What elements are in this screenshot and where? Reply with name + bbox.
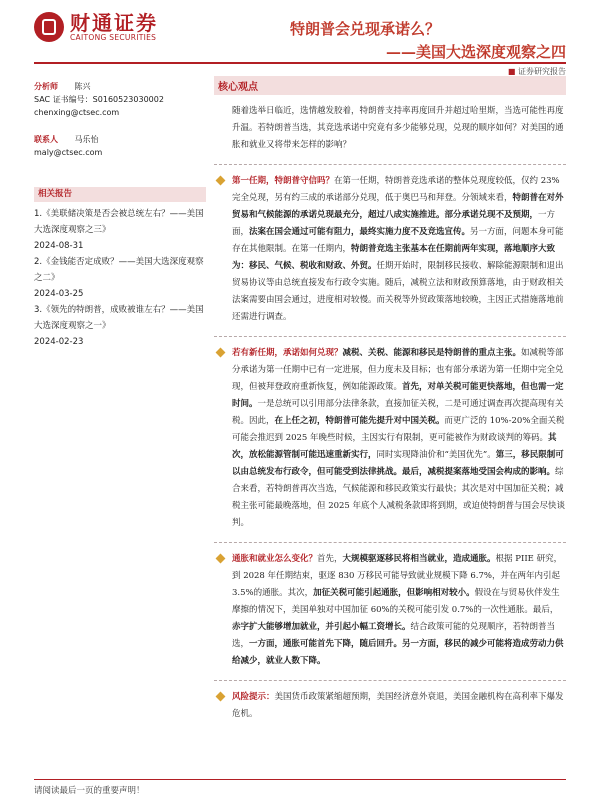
analyst-email[interactable]: chenxing@ctsec.com <box>34 108 120 117</box>
contact-email[interactable]: maly@ctsec.com <box>34 148 103 157</box>
paragraph-segment: 第三，移民限制可以由总统发布行政令，但可能受到法律挑战。最后，减税提案落地受国会构成的影响。 <box>232 450 564 477</box>
analyst-cert: SAC 证书编号：S0160523030002 <box>34 95 164 104</box>
brand-name-en: CAITONG SECURITIES <box>70 32 157 42</box>
bullet-diamond-icon <box>216 348 226 358</box>
paragraph-segment: 减税、关税、能源和移民是特朗普的重点主张。 <box>342 348 522 358</box>
related-report-item[interactable] <box>34 206 206 254</box>
paragraph-lead: 风险提示： <box>232 692 275 702</box>
paragraph-segment: 其次，放松能源管制可能迅速重新实行， <box>232 433 557 460</box>
report-title: 特朗普会兑现承诺么？ <box>290 20 441 38</box>
paragraph-segment: 同时实现降油价和“美国优先”。 <box>376 450 496 460</box>
bullet-diamond-icon <box>216 554 226 564</box>
related-reports-heading: 相关报告 <box>34 187 206 202</box>
related-report-title[interactable]: 3.《领先的特朗普，成败被谁左右？——美国大选深度观察之一》 <box>34 305 204 331</box>
paragraph-segment: 首先，对单关税可能更快落地，但也需一定时间。 <box>232 382 564 409</box>
analyst-role: 分析师 <box>34 82 58 91</box>
core-view-heading: 核心观点 <box>214 76 566 95</box>
related-report-item[interactable] <box>34 302 206 350</box>
main-content <box>214 76 566 723</box>
paragraph-segment: 特朗普竞选主张基本在任期前两年实现，落地顺序大致为：移民、气候、税收和财政、外贸。 <box>232 244 556 271</box>
section-divider <box>214 542 566 543</box>
paragraph-segment: 赤字扩大能够增加就业，并引起小幅工资增长。 <box>232 622 411 632</box>
paragraph-lead: 若有新任期，承诺如何兑现？ <box>232 348 343 358</box>
paragraph-segment: 一方面，通胀可能首先下降，随后回升。另一方面，移民的减少可能将造成劳动力供给减少，就业人数下降。 <box>232 639 564 666</box>
related-reports-list <box>34 206 206 350</box>
report-type: ■ 证券研究报告 <box>508 66 566 77</box>
section-divider <box>214 680 566 681</box>
report-subtitle: ——美国大选深度观察之四 <box>385 43 566 61</box>
paragraph-lead: 第一任期，特朗普守信吗？ <box>232 176 335 186</box>
contact-name: 马乐怡 <box>74 135 99 144</box>
analyst-block <box>34 80 206 119</box>
paragraph-segment: 特朗普在对外贸易和气候能源的承诺兑现最充分，超过八成实施推进。部分承诺兑现不及预期， <box>232 193 564 220</box>
analyst-name: 陈兴 <box>74 82 91 91</box>
paragraph-segment: 美国货币政策紧缩超预期，美国经济意外衰退，美国金融机构在高利率下爆发危机。 <box>232 692 564 719</box>
related-report-date: 2024-02-23 <box>34 337 84 347</box>
paragraph-inflation-jobs <box>214 551 566 670</box>
section-divider <box>214 336 566 337</box>
paragraph-segment: 加征关税可能引起通胀，但影响相对较小。 <box>313 588 475 598</box>
bullet-diamond-icon <box>216 692 226 702</box>
paragraph-lead: 通胀和就业怎么变化？ <box>232 554 318 564</box>
paragraph-segment: 结合政策可能的兑现顺序，若特朗普当选， <box>232 622 556 649</box>
paragraph-segment: 如减税等部分承诺为第一任期中已有一定进展，但力度未及目标；也有部分承诺为第一任期中完全兑现，但被拜登政府重新恢复，例如能源政策。 <box>232 348 564 392</box>
paragraph-segment: 首先， <box>317 554 343 564</box>
brand-logo <box>34 10 184 44</box>
logo-icon <box>34 12 64 42</box>
paragraph-segment: 综合来看，若特朗普再次当选，气候能源和移民政策实行最快；其次是对中国加征关税；减税主张可能最晚落地，但 2025 年底个人减税条款即将到期，或迫使特朗普与国会尽快谈判。 <box>232 467 566 528</box>
contact-role: 联系人 <box>34 135 58 144</box>
intro-paragraph: 随着选举日临近，选情越发胶着，特朗普支持率再度回升并超过哈里斯，当选可能性再度升温。若特朗普当选，其竞选承诺中究竟有多少能够兑现，兑现的顺序如何？对美国的通胀和就业又将带来怎样的影响？ <box>232 106 564 150</box>
related-report-date: 2024-08-31 <box>34 241 84 251</box>
footer-divider <box>34 779 566 780</box>
related-report-item[interactable] <box>34 254 206 302</box>
paragraph-segment: 一方面， <box>232 210 556 237</box>
related-report-date: 2024-03-25 <box>34 289 84 299</box>
footer-disclaimer: 请阅读最后一页的重要声明！ <box>34 786 145 796</box>
section-divider <box>214 164 566 165</box>
paragraph-segment: 假设在与贸易伙伴发生摩擦的情况下，美国单独对中国加征 60%的关税可能引发 0.7%的一次性通胀。最后， <box>232 588 560 615</box>
paragraph-segment: 另一方面，问题本身可能存在其他限制。在第一任期内， <box>232 227 564 254</box>
paragraph-segment: 在第一任期，特朗普竞选承诺的整体兑现度较低，仅约 23%完全兑现，另有约三成的承诺部分兑现，低于奥巴马和拜登。分领域来看， <box>232 176 560 203</box>
brand-name-cn: 财通证券 <box>70 10 158 35</box>
related-report-title[interactable]: 1.《美联储决策是否会被总统左右？——美国大选深度观察之三》 <box>34 209 204 235</box>
paragraph-segment: 法案在国会通过可能有阻力，最终实施力度不及竞选宣传。 <box>249 227 471 237</box>
header-divider <box>34 62 566 64</box>
paragraph-segment: 在上任之初，特朗普可能先提升对中国关税。 <box>274 416 445 426</box>
paragraph-risk <box>214 689 566 723</box>
sidebar <box>34 76 206 350</box>
paragraph-first-term <box>214 173 566 326</box>
paragraph-segment: 大规模驱逐移民将相当就业，造成通胀。 <box>342 554 496 564</box>
paragraph-new-term <box>214 345 566 532</box>
paragraph-segment: 而更广泛的 10%-20%全面关税可能会推迟到 2025 年晚些时候，主因实行有限制，更可能被作为财政谈判的筹码。 <box>232 416 565 443</box>
related-report-title[interactable]: 2.《金钱能否定成败？——美国大选深度观察之二》 <box>34 257 204 283</box>
contact-block <box>34 133 206 159</box>
paragraph-segment: 一是总统可以引用部分法律条款，直接加征关税，二是可通过调查再次提高现有关税。因此， <box>232 399 564 426</box>
paragraph-segment: 根据 PIIE 研究，到 2028 年任期结束，驱逐 830 万移民可能导致就业规模下降 6.7%，并在两年内引起 3.5%的通胀。其次， <box>232 554 563 598</box>
paragraph-segment: 任期开始时，限制移民接收、解除能源限制和退出贸易协议等由总统直接发布行政令实施。随后，减税立法和财政预算落地，由于财政相关法案需要由国会通过，进度相对较慢。而关税等外贸政策落地较晚，主因正式措施落地前还需进行调查。 <box>232 261 564 322</box>
bullet-diamond-icon <box>216 176 226 186</box>
